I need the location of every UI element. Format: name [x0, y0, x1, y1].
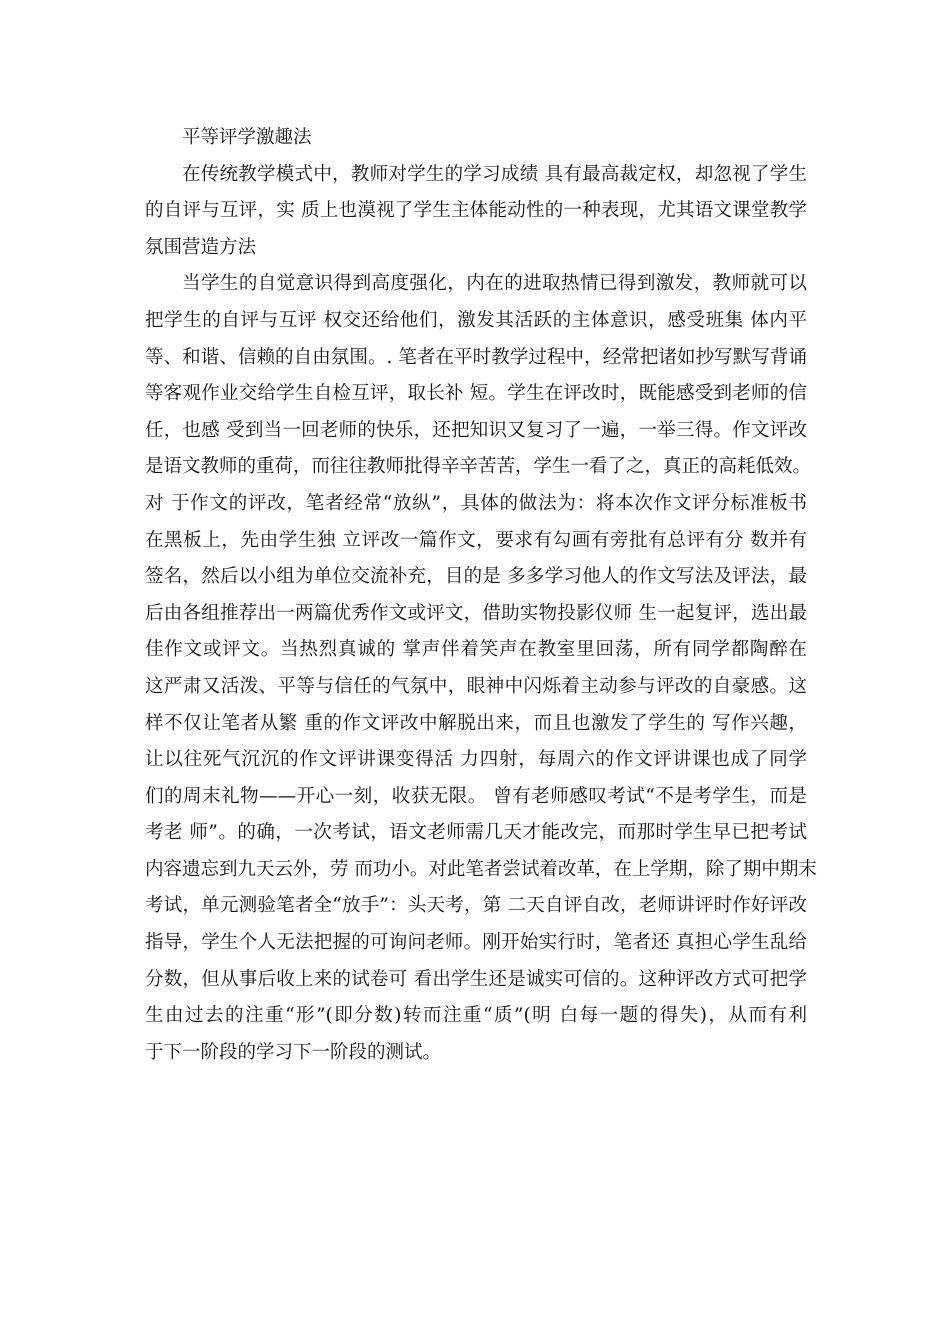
paragraph-line: 在黑板上，先由学生独 立评改一篇作文，要求有勾画有旁批有总评有分 数并有 — [145, 529, 807, 551]
paragraph-line: 对 于作文的评改，笔者经常“放纵”，具体的做法为：将本次作文评分标准板书 — [145, 492, 807, 514]
paragraph-line: 生由过去的注重“形”(即分数)转而注重“质”(明 白每一题的得失)，从而有利 — [145, 1005, 807, 1027]
paragraph-line: 指导，学生个人无法把握的可询问老师。刚开始实行时，笔者还 真担心学生乱给 — [145, 932, 807, 954]
document-body — [145, 120, 817, 1071]
paragraph-line: 考老 师”。的确，一次考试，语文老师需几天才能改完，而那时学生早已把考试 — [145, 822, 807, 844]
paragraph-line: 内容遗忘到九天云外，劳 而功小。对此笔者尝试着改革，在上学期，除了期中期末 — [145, 858, 817, 880]
paragraph-line: 考试，单元测验笔者全“放手”：头天考，第 二天自评自改，老师讲评时作好评改 — [145, 895, 807, 917]
paragraph-line: 们的周末礼物——开心一刻，收获无限。 曾有老师感叹考试“不是考学生，而是 — [145, 785, 807, 807]
paragraph-line: 佳作文或评文。当热烈真诚的 掌声伴着笑声在教室里回荡，所有同学都陶醉在 — [145, 639, 807, 661]
paragraph-line: 签名，然后以小组为单位交流补充，目的是 多多学习他人的作文写法及评法，最 — [145, 566, 807, 588]
paragraph-line: 分数，但从事后收上来的试卷可 看出学生还是诚实可信的。这种评改方式可把学 — [145, 968, 807, 990]
paragraph-line: 的自评与互评，实 质上也漠视了学生主体能动性的一种表现，尤其语文课堂教学 — [145, 200, 807, 222]
paragraph-1 — [145, 157, 807, 267]
paragraph-line: 把学生的自评与互评 权交还给他们，激发其活跃的主体意识，感受班集 体内平 — [145, 309, 807, 331]
paragraph-line: 这严肃又活泼、平等与信任的气氛中，眼神中闪烁着主动参与评改的自豪感。这 — [145, 675, 807, 697]
paragraph-line: 是语文教师的重荷，而往往教师批得辛辛苦苦，学生一看了之，真正的高耗低效。 — [145, 456, 812, 478]
paragraph-line: 在传统教学模式中，教师对学生的学习成绩 具有最高裁定权，却忽视了学生 — [182, 163, 807, 185]
paragraph-line: 等客观作业交给学生自检互评，取长补 短。学生在评改时，既能感受到老师的信 — [145, 383, 807, 405]
paragraph-line: 让以往死气沉沉的作文评讲课变得活 力四射，每周六的作文评讲课也成了同学 — [145, 749, 807, 771]
paragraph-line: 样不仅让笔者从繁 重的作文评改中解脱出来，而且也激发了学生的 写作兴趣， — [145, 712, 807, 734]
paragraph-line: 当学生的自觉意识得到高度强化，内在的进取热情已得到激发，教师就可以 — [182, 273, 807, 295]
paragraph-line: 任，也感 受到当一回老师的快乐，还把知识又复习了一遍，一举三得。作文评改 — [145, 419, 807, 441]
paragraph-line: 氛围营造方法 — [145, 236, 257, 258]
paragraph-line: 等、和谐、信赖的自由氛围。. 笔者在平时教学过程中，经常把诸如抄写默写背诵 — [145, 346, 807, 368]
section-heading: 平等评学激趣法 — [182, 127, 312, 148]
paragraph-line: 于下一阶段的学习下一阶段的测试。 — [145, 1041, 442, 1063]
paragraph-2 — [145, 266, 817, 1071]
paragraph-line: 后由各组推荐出一两篇优秀作文或评文，借助实物投影仪师 生一起复评，选出最 — [145, 602, 807, 624]
